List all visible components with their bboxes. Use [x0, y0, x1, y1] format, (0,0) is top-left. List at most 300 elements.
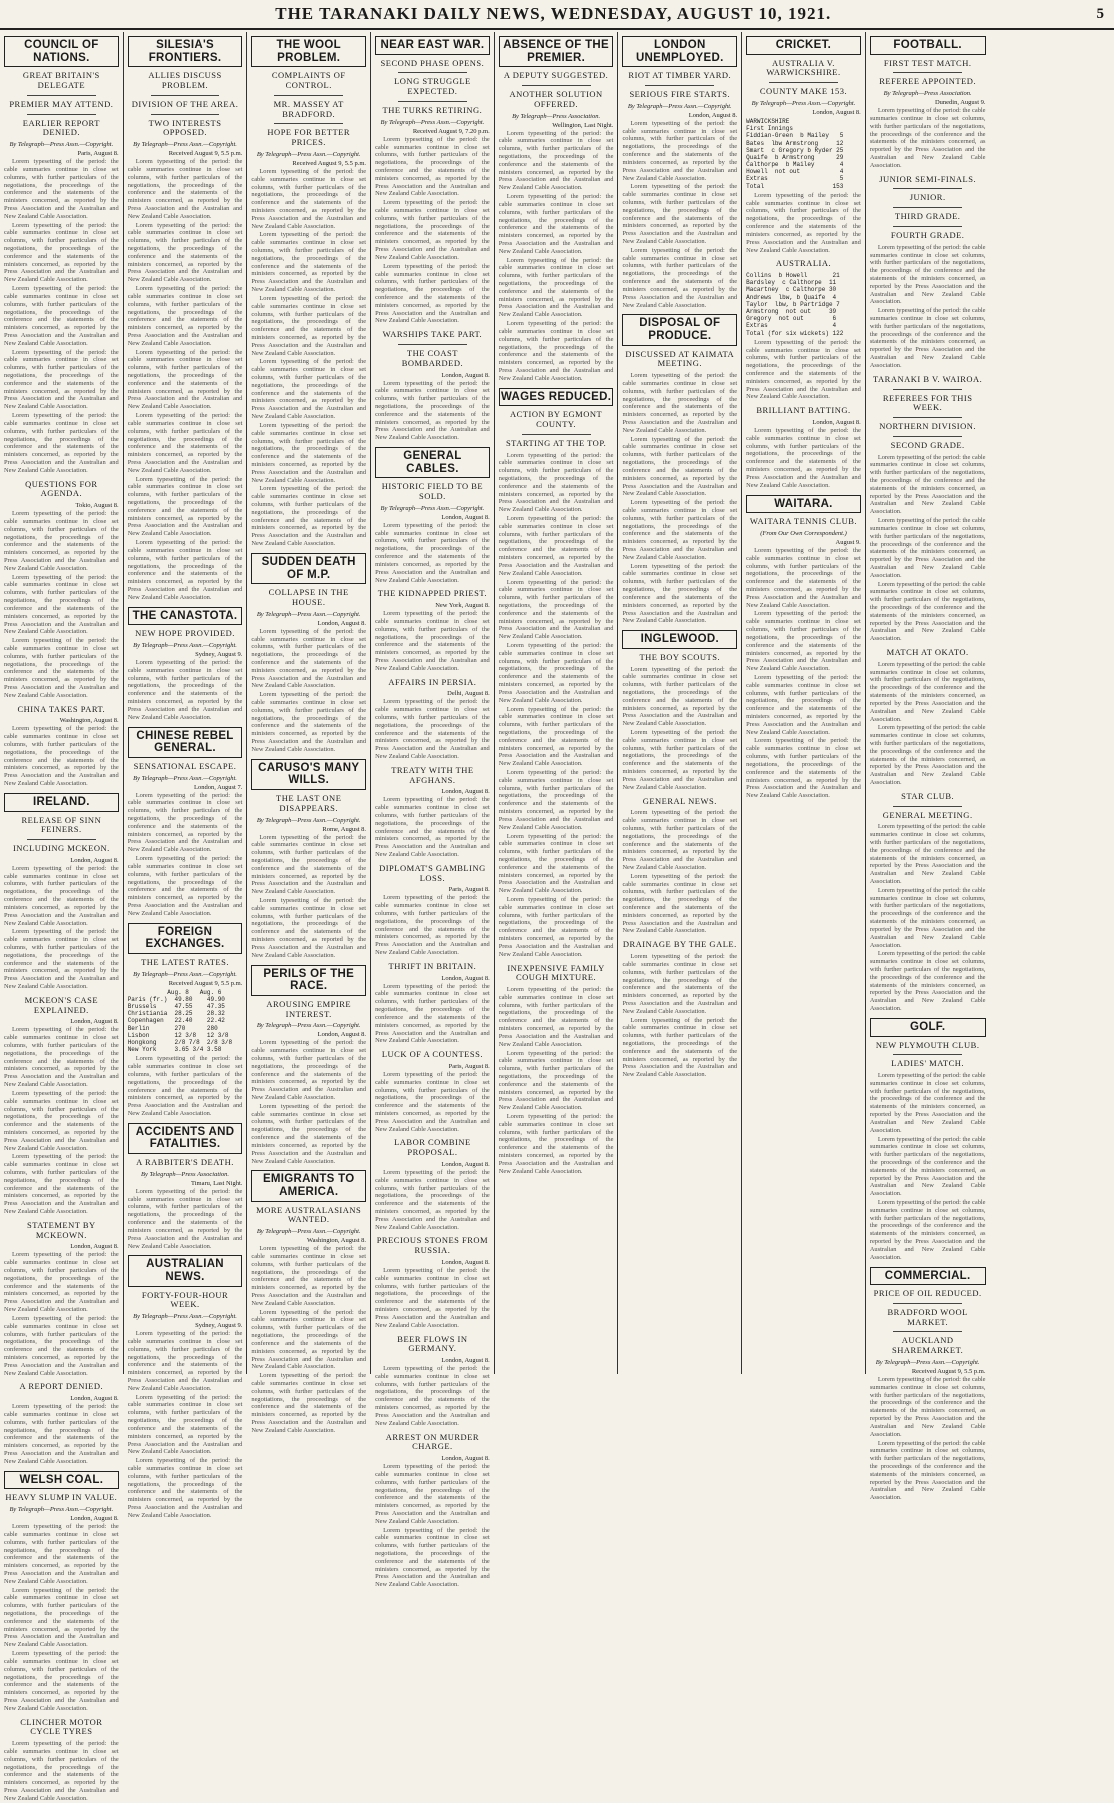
wire-credit: By Telegraph—Press Assn.—Copyright.: [875, 1359, 980, 1366]
article-headline: LONDON UNEMPLOYED.: [622, 36, 737, 67]
divider: [274, 95, 343, 96]
article-subheading: THE LATEST RATES.: [141, 956, 229, 967]
article-headline: PERILS OF THE RACE.: [251, 965, 366, 996]
article-subheading: REFEREE APPOINTED.: [879, 76, 977, 87]
article-subheading: INCLUDING MCKEON.: [12, 843, 110, 854]
article-headline: THE CANASTOTA.: [128, 607, 243, 626]
article-body: Lorem typesetting of the period: the cable summaries continue in close set columns, with further particulars of the negotiations, the proceedings of the conference and the statements of the ministers concerned, as reported by the Press Association and the Australian and New Zealand Cable Association.: [375, 1526, 490, 1589]
article-body: Lorem typesetting of the period: the cable summaries continue in close set columns, with further particulars of the negotiations, the proceedings of the conference and the statements of the ministers concerned, as reported by the Press Association and the Australian and New Zealand Cable Association.: [127, 1055, 243, 1117]
wire-credit: By Telegraph—Press Assn.—Copyright.: [256, 150, 361, 158]
article-subheading: CLINCHER MOTOR CYCLE TYRES: [20, 1716, 103, 1737]
article: [4, 1471, 119, 1713]
wire-credit: By Telegraph—Press Assn.—Copyright.: [256, 1228, 361, 1236]
article-subheading: AUSTRALIA.: [775, 258, 832, 269]
wire-credit: By Telegraph—Press Association.: [883, 90, 972, 98]
dateline: London, August 8.: [441, 1160, 490, 1168]
article-headline: WAITARA.: [746, 495, 861, 514]
article-subheading: PRECIOUS STONES FROM RUSSIA.: [376, 1235, 489, 1256]
article-body: Lorem typesetting of the period: the cable summaries continue in close set columns, with further particulars of the negotiations, the proceedings of the conference and the statements of the ministers concerned, as reported by the Press Association and the Australian and New Zealand Cable Association.: [251, 1039, 367, 1101]
article-body: Lorem typesetting of the period: the cable summaries continue in close set columns, with further particulars of the negotiations, the proceedings of the conference and the statements of the ministers concerned, as reported by the Press Association and the Australian and New Zealand Cable Association.: [746, 737, 861, 800]
dateline: Received August 9, 7.20 p.m.: [412, 127, 490, 135]
article-body: Lorem typesetting of the period: the cable summaries continue in close set columns, with further particulars of the negotiations, the proceedings of the conference and the statements of the ministers concerned, as reported by the Press Association and the Australian and New Zealand Cable Association.: [869, 307, 986, 369]
wire-credit: (From Our Own Correspondent.): [760, 529, 847, 537]
article-body: Lorem typesetting of the period: the cable summaries continue in close set columns, with further particulars of the negotiations, the proceedings of the conference and the statements of the ministers concerned, as reported by the Press Association and the Australian and New Zealand Cable Association.: [746, 610, 861, 673]
article-body: Lorem typesetting of the period: the cable summaries continue in close set columns, with further particulars of the negotiations, the proceedings of the conference and the statements of the ministers concerned, as reported by the Press Association and the Australian and New Zealand Cable Association.: [127, 1457, 243, 1519]
article-body: Lorem typesetting of the period: the cable summaries continue in close set columns, with further particulars of the negotiations, the proceedings of the conference and the statements of the ministers concerned, as reported by the Press Association and the Australian and New Zealand Cable Association.: [4, 285, 119, 347]
article-body: Lorem typesetting of the period: the cable summaries continue in close set columns, with further particulars of the negotiations, the proceedings of the conference and the statements of the ministers concerned, as reported by the Press Association and the Australian and New Zealand Cable Association.: [622, 809, 738, 871]
article: [375, 1138, 490, 1231]
data-table: Collins b Howell 21 Bardsley c Calthorpe 11 Macartney c Calthorpe 30 Andrews lbw, b Quaife 4 Taylor lbw, b Partridge 7 Armstrong not out 39 Gregory not out 6 Extras 4 Total (for six wickets) 122: [746, 272, 844, 337]
article: [128, 1123, 243, 1251]
article-body: Lorem typesetting of the period: the cable summaries continue in close set columns, with further particulars of the negotiations, the proceedings of the conference and the statements of the ministers concerned, as reported by the Press Association and the Australian and New Zealand Cable Association.: [127, 791, 243, 854]
dateline: London, August 8.: [317, 1031, 367, 1039]
article-subheading: MCKEON'S CASE EXPLAINED.: [24, 994, 99, 1015]
article: [870, 175, 986, 370]
article: [4, 1718, 119, 1803]
article-subheading: DISCUSSED AT KAIMATA MEETING.: [625, 348, 735, 369]
article: [375, 36, 490, 325]
article-subheading: THE KIDNAPPED PRIEST.: [377, 588, 488, 599]
article-body: Lorem typesetting of the period: the cable summaries continue in close set columns, with further particulars of the negotiations, the proceedings of the conference and the statements of the ministers concerned, as reported by the Press Association and the Australian and New Zealand Cable Association.: [4, 637, 119, 699]
masthead: [0, 0, 1114, 30]
article-headline: WAGES REDUCED.: [499, 388, 614, 407]
article-subheading: PRICE OF OIL REDUCED.: [873, 1288, 982, 1299]
divider: [893, 417, 962, 418]
article-body: Lorem typesetting of the period: the cable summaries continue in close set columns, with further particulars of the negotiations, the proceedings of the conference and the statements of the ministers concerned, as reported by the Press Association and the Australian and New Zealand Cable Association.: [251, 1245, 367, 1307]
article-subheading: THE COAST BOMBARDED.: [401, 347, 464, 368]
divider: [893, 72, 962, 73]
divider: [151, 114, 220, 115]
article-body: Lorem typesetting of the period: the cable summaries continue in close set columns, with further particulars of the negotiations, the proceedings of the conference and the statements of the ministers concerned, as reported by the Press Association and the Australian and New Zealand Cable Association.: [869, 823, 986, 886]
article-body: Lorem typesetting of the period: the cable summaries continue in close set columns, with further particulars of the negotiations, the proceedings of the conference and the statements of the ministers concerned, as reported by the Press Association and the Australian and New Zealand Cable Association.: [375, 1168, 490, 1231]
article-body: Lorem typesetting of the period: the cable summaries continue in close set columns, with further particulars of the negotiations, the proceedings of the conference and the statements of the ministers concerned, as reported by the Press Association and the Australian and New Zealand Cable Association.: [4, 1740, 119, 1802]
dateline: London, August 8.: [441, 788, 490, 796]
wire-credit: By Telegraph—Press Assn.—Copyright.: [133, 642, 237, 650]
article-body: Lorem typesetting of the period: the cable summaries continue in close set columns, with further particulars of the negotiations, the proceedings of the conference and the statements of the ministers concerned, as reported by the Press Association and the Australian and New Zealand Cable Association.: [127, 539, 243, 601]
wire-credit: By Telegraph—Press Assn.—Copyright.: [9, 1506, 114, 1514]
dateline: London, August 8.: [441, 1357, 490, 1365]
dateline: Received August 9, 5.5 p.m.: [911, 1368, 986, 1375]
article: [622, 314, 737, 625]
dateline: London, August 8.: [441, 974, 490, 982]
article: [375, 1335, 490, 1428]
article-body: Lorem typesetting of the period: the cable summaries continue in close set columns, with further particulars of the negotiations, the proceedings of the conference and the statements of the ministers concerned, as reported by the Press Association and the Australian and New Zealand Cable Association.: [622, 872, 738, 935]
article: [375, 1433, 490, 1590]
dateline: London, August 8.: [812, 108, 861, 116]
article-subheading: BRADFORD WOOL MARKET.: [887, 1306, 968, 1327]
article-subheading: AFFAIRS IN PERSIA.: [388, 676, 477, 687]
article-body: Lorem typesetting of the period: the cable summaries continue in close set columns, with further particulars of the negotiations, the proceedings of the conference and the statements of the ministers concerned, as reported by the Press Association and the Australian and New Zealand Cable Association.: [251, 485, 367, 548]
article-subheading: FOURTH GRADE.: [890, 229, 965, 240]
article-body: Lorem typesetting of the period: the cable summaries continue in close set columns, with further particulars of the negotiations, the proceedings of the conference and the statements of the ministers concerned, as reported by the Press Association and the Australian and New Zealand Cable Association.: [251, 897, 367, 959]
column-4: [371, 32, 495, 1589]
article-body: Lorem typesetting of the period: the cable summaries continue in close set columns, with further particulars of the negotiations, the proceedings of the conference and the statements of the ministers concerned, as reported by the Press Association and the Australian and New Zealand Cable Association.: [746, 427, 861, 489]
article-body: Lorem typesetting of the period: the cable summaries continue in close set columns, with further particulars of the negotiations, the proceedings of the conference and the statements of the ministers concerned, as reported by the Press Association and the Australian and New Zealand Cable Association.: [498, 1113, 614, 1175]
dateline: Dunedin, August 9.: [934, 99, 986, 107]
article: [251, 759, 366, 960]
article-headline: COUNCIL OF NATIONS.: [4, 36, 119, 67]
divider: [645, 85, 714, 86]
dateline: Wellington, Last Night.: [552, 121, 614, 129]
article-subheading: DIVISION OF THE AREA.: [131, 98, 239, 109]
article-subheading: STATEMENT BY MCKEOWN.: [27, 1219, 96, 1240]
dateline: Rome, August 8.: [322, 825, 367, 833]
article-body: Lorem typesetting of the period: the cable summaries continue in close set columns, with further particulars of the negotiations, the proceedings of the conference and the statements of the ministers concerned, as reported by the Press Association and the Australian and New Zealand Cable Association.: [375, 1070, 490, 1133]
article-subheading: BEER FLOWS IN GERMANY.: [397, 1333, 468, 1354]
article-body: Lorem typesetting of the period: the cable summaries continue in close set columns, with further particulars of the negotiations, the proceedings of the conference and the statements of the ministers concerned, as reported by the Press Association and the Australian and New Zealand Cable Association.: [4, 348, 119, 411]
article-subheading: A REPORT DENIED.: [19, 1381, 104, 1392]
article-headline: WELSH COAL.: [4, 1471, 119, 1490]
article-body: Lorem typesetting of the period: the cable summaries continue in close set columns, with further particulars of the negotiations, the proceedings of the conference and the statements of the ministers concerned, as reported by the Press Association and the Australian and New Zealand Cable Association.: [622, 183, 738, 245]
article-subheading: SECOND GRADE.: [890, 439, 965, 450]
article-body: Lorem typesetting of the period: the cable summaries continue in close set columns, with further particulars of the negotiations, the proceedings of the conference and the statements of the ministers concerned, as reported by the Press Association and the Australian and New Zealand Cable Association.: [375, 1463, 490, 1525]
article-body: Lorem typesetting of the period: the cable summaries continue in close set columns, with further particulars of the negotiations, the proceedings of the conference and the statements of the ministers concerned, as reported by the Press Association and the Australian and New Zealand Cable Association.: [4, 221, 119, 284]
article-subheading: EARLIER REPORT DENIED.: [22, 117, 100, 138]
divider: [893, 389, 962, 390]
data-table: WARWICKSHIRE First Innings Fiddian-Green b Mailey 5 Bates lbw Armstrong 12 Smart c Gregory b Ryder 25 Quaife b Armstrong 29 Calthorpe b Mailey 4 Howell not out 4 Extras 5 Total 153: [746, 117, 844, 190]
article-body: Lorem typesetting of the period: the cable summaries continue in close set columns, with further particulars of the negotiations, the proceedings of the conference and the statements of the ministers concerned, as reported by the Press Association and the Australian and New Zealand Cable Association.: [251, 358, 367, 421]
wire-credit: By Telegraph—Press Assn.—Copyright.: [256, 1022, 361, 1030]
article-body: Lorem typesetting of the period: the cable summaries continue in close set columns, with further particulars of the negotiations, the proceedings of the conference and the statements of the ministers concerned, as reported by the Press Association and the Australian and New Zealand Cable Association.: [869, 453, 986, 516]
article-headline: IRELAND.: [4, 793, 119, 812]
article-subheading: THE TURKS RETIRING.: [382, 104, 483, 115]
article-body: Lorem typesetting of the period: the cable summaries continue in close set columns, with further particulars of the negotiations, the proceedings of the conference and the statements of the ministers concerned, as reported by the Press Association and the Australian and New Zealand Cable Association.: [375, 379, 490, 442]
article-subheading: MORE AUSTRALASIANS WANTED.: [256, 1204, 362, 1225]
article: [870, 648, 986, 787]
article-body: Lorem typesetting of the period: the cable summaries continue in close set columns, with further particulars of the negotiations, the proceedings of the conference and the statements of the ministers concerned, as reported by the Press Association and the Australian and New Zealand Cable Association.: [127, 285, 243, 347]
article-subheading: MATCH AT OKATO.: [886, 647, 969, 658]
article-subheading: ANOTHER SOLUTION OFFERED.: [509, 89, 603, 109]
article-subheading: FIRST TEST MATCH.: [883, 57, 972, 68]
dateline: August 9.: [835, 538, 861, 546]
article-body: Lorem typesetting of the period: the cable summaries continue in close set columns, with further particulars of the negotiations, the proceedings of the conference and the statements of the ministers concerned, as reported by the Press Association and the Australian and New Zealand Cable Association.: [498, 896, 614, 958]
dateline: Paris, August 8.: [448, 1062, 490, 1070]
article-body: Lorem typesetting of the period: the cable summaries continue in close set columns, with further particulars of the negotiations, the proceedings of the conference and the statements of the ministers concerned, as reported by the Press Association and the Australian and New Zealand Cable Association.: [498, 129, 614, 192]
dateline: Washington, August 8.: [59, 717, 119, 725]
article: [746, 495, 861, 800]
article: [251, 36, 366, 548]
dateline: Timaru, Last Night.: [190, 1179, 243, 1187]
article-subheading: PREMIER MAY ATTEND.: [9, 98, 114, 109]
article-body: Lorem typesetting of the period: the cable summaries continue in close set columns, with further particulars of the negotiations, the proceedings of the conference and the statements of the ministers concerned, as reported by the Press Association and the Australian and New Zealand Cable Association.: [4, 1314, 119, 1377]
article-subheading: LONG STRUGGLE EXPECTED.: [394, 76, 471, 97]
article-subheading: A RABBITER'S DEATH.: [136, 1157, 234, 1168]
article-subheading: THIRD GRADE.: [894, 211, 961, 222]
dateline: Received August 9, 5.5 p.m.: [168, 979, 243, 987]
article-subheading: GENERAL NEWS.: [642, 795, 717, 806]
article-subheading: JUNIOR SEMI-FINALS.: [879, 173, 977, 184]
article-body: Lorem typesetting of the period: the cable summaries continue in close set columns, with further particulars of the negotiations, the proceedings of the conference and the statements of the ministers concerned, as reported by the Press Association and the Australian and New Zealand Cable Association.: [869, 724, 986, 787]
article-subheading: TREATY WITH THE AFGHANS.: [391, 764, 474, 785]
article-headline: GENERAL CABLES.: [375, 447, 490, 478]
article-headline: DISPOSAL OF PRODUCE.: [622, 314, 737, 345]
article-body: Lorem typesetting of the period: the cable summaries continue in close set columns, with further particulars of the negotiations, the proceedings of the conference and the statements of the ministers concerned, as reported by the Press Association and the Australian and New Zealand Cable Association.: [498, 1049, 614, 1112]
article-body: Lorem typesetting of the period: the cable summaries continue in close set columns, with further particulars of the negotiations, the proceedings of the conference and the statements of the ministers concerned, as reported by the Press Association and the Australian and New Zealand Cable Association.: [127, 348, 243, 411]
article-body: Lorem typesetting of the period: the cable summaries continue in close set columns, with further particulars of the negotiations, the proceedings of the conference and the statements of the ministers concerned, as reported by the Press Association and the Australian and New Zealand Cable Association.: [498, 320, 614, 382]
dateline: Paris, August 8.: [448, 886, 490, 894]
article-subheading: COLLAPSE IN THE HOUSE.: [268, 587, 349, 607]
wire-credit: By Telegraph—Press Assn.—Copyright.: [133, 141, 237, 149]
article-subheading: GENERAL MEETING.: [882, 809, 973, 820]
article-subheading: COMPLAINTS OF CONTROL.: [271, 70, 346, 91]
article: [870, 36, 986, 170]
dateline: London, August 8.: [70, 1018, 119, 1026]
divider: [893, 188, 962, 189]
article-body: Lorem typesetting of the period: the cable summaries continue in close set columns, with further particulars of the negotiations, the proceedings of the conference and the statements of the ministers concerned, as reported by the Press Association and the Australian and New Zealand Cable Association.: [498, 642, 614, 704]
divider: [27, 114, 96, 115]
article-headline: NEAR EAST WAR.: [375, 36, 490, 55]
article: [251, 1170, 366, 1434]
article-body: Lorem typesetting of the period: the cable summaries continue in close set columns, with further particulars of the negotiations, the proceedings of the conference and the statements of the ministers concerned, as reported by the Press Association and the Australian and New Zealand Cable Association.: [498, 832, 614, 895]
article: [375, 864, 490, 957]
divider: [893, 226, 962, 227]
dateline: Paris, August 8.: [77, 150, 119, 158]
dateline: Received August 9, 5.5 p.m.: [292, 159, 367, 167]
dateline: New York, August 8.: [435, 602, 490, 610]
article-subheading: WAITARA TENNIS CLUB.: [749, 516, 858, 527]
article-subheading: NEW HOPE PROVIDED.: [135, 628, 235, 639]
article-subheading: AUCKLAND SHAREMARKET.: [892, 1335, 964, 1356]
dateline: Tokio, August 8.: [75, 502, 119, 510]
article: [746, 36, 861, 254]
article-headline: GOLF.: [870, 1018, 986, 1037]
article-body: Lorem typesetting of the period: the cable summaries continue in close set columns, with further particulars of the negotiations, the proceedings of the conference and the statements of the ministers concerned, as reported by the Press Association and the Australian and New Zealand Cable Association.: [746, 338, 861, 401]
article-body: Lorem typesetting of the period: the cable summaries continue in close set columns, with further particulars of the negotiations, the proceedings of the conference and the statements of the ministers concerned, as reported by the Press Association and the Australian and New Zealand Cable Association.: [4, 1251, 119, 1314]
article-body: Lorem typesetting of the period: the cable summaries continue in close set columns, with further particulars of the negotiations, the proceedings of the conference and the statements of the ministers concerned, as reported by the Press Association and the Australian and New Zealand Cable Association.: [622, 953, 738, 1015]
article: [4, 36, 119, 475]
wire-credit: By Telegraph—Press Assn.—Copyright.: [133, 970, 237, 978]
article-subheading: A DEPUTY SUGGESTED.: [503, 70, 609, 81]
divider: [398, 101, 467, 102]
article-subheading: NEW PLYMOUTH CLUB.: [875, 1039, 980, 1050]
article-body: Lorem typesetting of the period: the cable summaries continue in close set columns, with further particulars of the negotiations, the proceedings of the conference and the statements of the ministers concerned, as reported by the Press Association and the Australian and New Zealand Cable Association.: [127, 855, 243, 917]
article-body: Lorem typesetting of the period: the cable summaries continue in close set columns, with further particulars of the negotiations, the proceedings of the conference and the statements of the ministers concerned, as reported by the Press Association and the Australian and New Zealand Cable Association.: [4, 1089, 119, 1152]
article-subheading: AROUSING EMPIRE INTEREST.: [266, 998, 352, 1019]
article-headline: FOOTBALL.: [870, 36, 986, 55]
article-subheading: THE BOY SCOUTS.: [639, 651, 721, 662]
article: [4, 1382, 119, 1465]
dateline: London, August 8.: [688, 111, 738, 119]
article-body: Lorem typesetting of the period: the cable summaries continue in close set columns, with further particulars of the negotiations, the proceedings of the conference and the statements of the ministers concerned, as reported by the Press Association and the Australian and New Zealand Cable Association.: [251, 1102, 367, 1165]
article-subheading: ALLIES DISCUSS PROBLEM.: [148, 70, 222, 91]
article-body: Lorem typesetting of the period: the cable summaries continue in close set columns, with further particulars of the negotiations, the proceedings of the conference and the statements of the ministers concerned, as reported by the Press Association and the Australian and New Zealand Cable Association.: [498, 193, 614, 255]
article-body: Lorem typesetting of the period: the cable summaries continue in close set columns, with further particulars of the negotiations, the proceedings of the conference and the statements of the ministers concerned, as reported by the Press Association and the Australian and New Zealand Cable Association.: [127, 1330, 243, 1392]
article-body: Lorem typesetting of the period: the cable summaries continue in close set columns, with further particulars of the negotiations, the proceedings of the conference and the statements of the ministers concerned, as reported by the Press Association and the Australian and New Zealand Cable Association.: [251, 421, 367, 484]
article-subheading: HEAVY SLUMP IN VALUE.: [5, 1492, 118, 1503]
dateline: London, August 8.: [317, 619, 367, 627]
article: [128, 36, 243, 602]
article: [499, 388, 614, 959]
article: [622, 940, 737, 1079]
article-subheading: CHINA TAKES PART.: [17, 703, 106, 714]
column-8: [866, 32, 990, 1502]
article-body: Lorem typesetting of the period: the cable summaries continue in close set columns, with further particulars of the negotiations, the proceedings of the conference and the statements of the ministers concerned, as reported by the Press Association and the Australian and New Zealand Cable Association.: [4, 158, 119, 220]
wire-credit: By Telegraph—Press Association.: [512, 112, 601, 120]
article-body: Lorem typesetting of the period: the cable summaries continue in close set columns, with further particulars of the negotiations, the proceedings of the conference and the statements of the ministers concerned, as reported by the Press Association and the Australian and New Zealand Cable Association.: [869, 886, 986, 949]
article-body: Lorem typesetting of the period: the cable summaries continue in close set columns, with further particulars of the negotiations, the proceedings of the conference and the statements of the ministers concerned, as reported by the Press Association and the Australian and New Zealand Cable Association.: [375, 982, 490, 1045]
article: [128, 727, 243, 918]
article-body: Lorem typesetting of the period: the cable summaries continue in close set columns, with further particulars of the negotiations, the proceedings of the conference and the statements of the ministers concerned, as reported by the Press Association and the Australian and New Zealand Cable Association.: [251, 167, 367, 230]
article: [375, 447, 490, 584]
article-body: Lorem typesetting of the period: the cable summaries continue in close set columns, with further particulars of the negotiations, the proceedings of the conference and the statements of the ministers concerned, as reported by the Press Association and the Australian and New Zealand Cable Association.: [869, 950, 986, 1013]
article-body: Lorem typesetting of the period: the cable summaries continue in close set columns, with further particulars of the negotiations, the proceedings of the conference and the statements of the ministers concerned, as reported by the Press Association and the Australian and New Zealand Cable Association.: [375, 610, 490, 672]
column-5: [495, 32, 619, 1374]
divider: [893, 1054, 962, 1055]
article-body: Lorem typesetting of the period: the cable summaries continue in close set columns, with further particulars of the negotiations, the proceedings of the conference and the statements of the ministers concerned, as reported by the Press Association and the Australian and New Zealand Cable Association.: [622, 729, 738, 791]
article-subheading: RELEASE OF SINN FEINERS.: [21, 814, 102, 835]
article-body: Lorem typesetting of the period: the cable summaries continue in close set columns, with further particulars of the negotiations, the proceedings of the conference and the statements of the ministers concerned, as reported by the Press Association and the Australian and New Zealand Cable Association.: [622, 119, 738, 182]
article-body: Lorem typesetting of the period: the cable summaries continue in close set columns, with further particulars of the negotiations, the proceedings of the conference and the statements of the ministers concerned, as reported by the Press Association and the Australian and New Zealand Cable Association.: [375, 1365, 490, 1427]
article-body: Lorem typesetting of the period: the cable summaries continue in close set columns, with further particulars of the negotiations, the proceedings of the conference and the statements of the ministers concerned, as reported by the Press Association and the Australian and New Zealand Cable Association.: [498, 451, 614, 514]
article: [622, 630, 737, 791]
wire-credit: By Telegraph—Press Assn.—Copyright.: [380, 118, 485, 126]
article-body: Lorem typesetting of the period: the cable summaries continue in close set columns, with further particulars of the negotiations, the proceedings of the conference and the statements of the ministers concerned, as reported by the Press Association and the Australian and New Zealand Cable Association.: [127, 1187, 243, 1250]
article-subheading: ARREST ON MURDER CHARGE.: [385, 1431, 480, 1452]
article-body: Lorem typesetting of the period: the cable summaries continue in close set columns, with further particulars of the negotiations, the proceedings of the conference and the statements of the ministers concerned, as reported by the Press Association and the Australian and New Zealand Cable Association.: [127, 475, 243, 538]
article-body: Lorem typesetting of the period: the cable summaries continue in close set columns, with further particulars of the negotiations, the proceedings of the conference and the statements of the ministers concerned, as reported by the Press Association and the Australian and New Zealand Cable Association.: [498, 256, 614, 319]
divider: [398, 72, 467, 73]
article-headline: SILESIA'S FRONTIERS.: [128, 36, 243, 67]
article-body: Lorem typesetting of the period: the cable summaries continue in close set columns, with further particulars of the negotiations, the proceedings of the conference and the statements of the ministers concerned, as reported by the Press Association and the Australian and New Zealand Cable Association.: [498, 769, 614, 831]
article-subheading: DIPLOMAT'S GAMBLING LOSS.: [379, 862, 486, 883]
article-subheading: FORTY-FOUR-HOUR WEEK.: [141, 1289, 229, 1310]
wire-credit: By Telegraph—Press Association.: [141, 1170, 230, 1178]
article-body: Lorem typesetting of the period: the cable summaries continue in close set columns, with further particulars of the negotiations, the proceedings of the conference and the statements of the ministers concerned, as reported by the Press Association and the Australian and New Zealand Cable Association.: [746, 546, 861, 609]
article-subheading: QUESTIONS FOR AGENDA.: [25, 478, 98, 499]
article-body: Lorem typesetting of the period: the cable summaries continue in close set columns, with further particulars of the negotiations, the proceedings of the conference and the statements of the ministers concerned, as reported by the Press Association and the Australian and New Zealand Cable Association.: [127, 412, 243, 474]
article: [375, 1236, 490, 1329]
article-body: Lorem typesetting of the period: the cable summaries continue in close set columns, with further particulars of the negotiations, the proceedings of the conference and the statements of the ministers concerned, as reported by the Press Association and the Australian and New Zealand Cable Association.: [375, 135, 490, 198]
article-body: Lorem typesetting of the period: the cable summaries continue in close set columns, with further particulars of the negotiations, the proceedings of the conference and the statements of the ministers concerned, as reported by the Press Association and the Australian and New Zealand Cable Association.: [498, 705, 614, 768]
article-headline: EMIGRANTS TO AMERICA.: [251, 1170, 366, 1201]
wire-credit: By Telegraph—Press Assn.—Copyright.: [627, 102, 732, 110]
article: [375, 678, 490, 761]
column-6: [618, 32, 742, 1374]
article-body: Lorem typesetting of the period: the cable summaries continue in close set columns, with further particulars of the negotiations, the proceedings of the conference and the statements of the ministers concerned, as reported by the Press Association and the Australian and New Zealand Cable Association.: [869, 1439, 986, 1502]
article-headline: AUSTRALIAN NEWS.: [128, 1255, 243, 1286]
dateline: London, August 8.: [70, 1515, 119, 1523]
article: [746, 259, 861, 401]
article-body: Lorem typesetting of the period: the cable summaries continue in close set columns, with further particulars of the negotiations, the proceedings of the conference and the statements of the ministers concerned, as reported by the Press Association and the Australian and New Zealand Cable Association.: [4, 412, 119, 474]
article: [746, 406, 861, 489]
divider: [27, 839, 96, 840]
article: [870, 1018, 986, 1262]
article-subheading: SECOND PHASE OPENS.: [380, 57, 485, 68]
article-subheading: SENSATIONAL ESCAPE.: [133, 760, 237, 771]
divider: [893, 1331, 962, 1332]
article-body: Lorem typesetting of the period: the cable summaries continue in close set columns, with further particulars of the negotiations, the proceedings of the conference and the statements of the ministers concerned, as reported by the Press Association and the Australian and New Zealand Cable Association.: [869, 243, 986, 306]
article-body: Lorem typesetting of the period: the cable summaries continue in close set columns, with further particulars of the negotiations, the proceedings of the conference and the statements of the ministers concerned, as reported by the Press Association and the Australian and New Zealand Cable Association.: [869, 1199, 986, 1261]
article: [251, 553, 366, 754]
article-body: Lorem typesetting of the period: the cable summaries continue in close set columns, with further particulars of the negotiations, the proceedings of the conference and the statements of the ministers concerned, as reported by the Press Association and the Australian and New Zealand Cable Association.: [746, 673, 861, 736]
article-body: Lorem typesetting of the period: the cable summaries continue in close set columns, with further particulars of the negotiations, the proceedings of the conference and the statements of the ministers concerned, as reported by the Press Association and the Australian and New Zealand Cable Association.: [4, 1650, 119, 1712]
divider: [522, 434, 591, 435]
article-body: Lorem typesetting of the period: the cable summaries continue in close set columns, with further particulars of the negotiations, the proceedings of the conference and the statements of the ministers concerned, as reported by the Press Association and the Australian and New Zealand Cable Association.: [869, 580, 986, 643]
article-body: Lorem typesetting of the period: the cable summaries continue in close set columns, with further particulars of the negotiations, the proceedings of the conference and the statements of the ministers concerned, as reported by the Press Association and the Australian and New Zealand Cable Association.: [375, 796, 490, 859]
data-table: Aug. 8 Aug. 6 Paris (fr.) 49.80 49.90 Brussels 47.55 47.35 Christiania 28.25 28.32 Copenhagen 22.40 22.42 Berlin 270 280 Lisbon 12 3/8 12 3/8 Hongkong 2/8 7/8 2/8 3/8 New York 3.65 3/4 3.58: [127, 988, 233, 1054]
article-body: Lorem typesetting of the period: the cable summaries continue in close set columns, with further particulars of the negotiations, the proceedings of the conference and the statements of the ministers concerned, as reported by the Press Association and the Australian and New Zealand Cable Association.: [127, 659, 243, 721]
wire-credit: By Telegraph—Press Assn.—Copyright.: [133, 774, 237, 782]
dateline: London, August 8.: [441, 513, 490, 521]
article-subheading: TARANAKI B V. WAIROA.: [873, 373, 983, 384]
article-subheading: INEXPENSIVE FAMILY COUGH MIXTURE.: [507, 962, 605, 983]
article-body: Lorem typesetting of the period: the cable summaries continue in close set columns, with further particulars of the negotiations, the proceedings of the conference and the statements of the ministers concerned, as reported by the Press Association and the Australian and New Zealand Cable Association.: [498, 515, 614, 577]
article: [870, 792, 986, 1013]
article: [251, 965, 366, 1166]
article-body: Lorem typesetting of the period: the cable summaries continue in close set columns, with further particulars of the negotiations, the proceedings of the conference and the statements of the ministers concerned, as reported by the Press Association and the Australian and New Zealand Cable Association.: [251, 833, 367, 896]
dateline: London, August 8.: [441, 1455, 490, 1463]
article-headline: SUDDEN DEATH OF M.P.: [251, 553, 366, 584]
divider: [893, 436, 962, 437]
article-body: Lorem typesetting of the period: the cable summaries continue in close set columns, with further particulars of the negotiations, the proceedings of the conference and the statements of the ministers concerned, as reported by the Press Association and the Australian and New Zealand Cable Association.: [127, 221, 243, 284]
article-subheading: STARTING AT THE TOP.: [505, 437, 607, 448]
article-body: Lorem typesetting of the period: the cable summaries continue in close set columns, with further particulars of the negotiations, the proceedings of the conference and the statements of the ministers concerned, as reported by the Press Association and the Australian and New Zealand Cable Association.: [375, 199, 490, 261]
article: [870, 1267, 986, 1502]
article-body: Lorem typesetting of the period: the cable summaries continue in close set columns, with further particulars of the negotiations, the proceedings of the conference and the statements of the ministers concerned, as reported by the Press Association and the Australian and New Zealand Cable Association.: [622, 1016, 738, 1079]
wire-credit: By Telegraph—Press Assn.—Copyright.: [9, 141, 114, 149]
article: [499, 36, 614, 383]
article: [4, 480, 119, 700]
article: [4, 1221, 119, 1378]
article: [622, 36, 737, 309]
article-headline: CARUSO'S MANY WILLS.: [251, 759, 366, 790]
article-body: Lorem typesetting of the period: the cable summaries continue in close set columns, with further particulars of the negotiations, the proceedings of the conference and the statements of the ministers concerned, as reported by the Press Association and the Australian and New Zealand Cable Association.: [127, 1393, 243, 1456]
dateline: London, August 8.: [70, 856, 119, 864]
divider: [151, 95, 220, 96]
article-subheading: DRAINAGE BY THE GALE.: [622, 939, 737, 950]
article-subheading: STAR CLUB.: [901, 790, 955, 801]
article: [4, 705, 119, 788]
article-subheading: RIOT AT TIMBER YARD.: [628, 70, 732, 81]
page-number: 5: [1096, 5, 1104, 22]
dateline: London, August 8.: [70, 1243, 119, 1251]
article-headline: CHINESE REBEL GENERAL.: [128, 727, 243, 758]
wire-credit: By Telegraph—Press Assn.—Copyright.: [380, 504, 485, 512]
article: [4, 793, 119, 991]
column-7: [742, 32, 866, 1374]
dateline: London, August 8.: [70, 1395, 119, 1403]
article: [128, 607, 243, 722]
article: [128, 923, 243, 1118]
dateline: Sydney, August 9.: [195, 1322, 243, 1330]
dateline: Washington, August 8.: [307, 1237, 367, 1245]
article-subheading: WARSHIPS TAKE PART.: [382, 329, 483, 340]
article-body: Lorem typesetting of the period: the cable summaries continue in close set columns, with further particulars of the negotiations, the proceedings of the conference and the statements of the ministers concerned, as reported by the Press Association and the Australian and New Zealand Cable Association.: [4, 1026, 119, 1089]
article-subheading: LABOR COMBINE PROPOSAL.: [394, 1137, 471, 1158]
article-body: Lorem typesetting of the period: the cable summaries continue in close set columns, with further particulars of the negotiations, the proceedings of the conference and the statements of the ministers concerned, as reported by the Press Association and the Australian and New Zealand Cable Association.: [498, 578, 614, 641]
dateline: London, August 8.: [441, 1259, 490, 1266]
article-subheading: SERIOUS FIRE STARTS.: [629, 89, 731, 100]
dateline: Sydney, August 9.: [195, 651, 243, 659]
article-headline: ACCIDENTS AND FATALITIES.: [128, 1123, 243, 1154]
divider: [769, 82, 838, 83]
article-body: Lorem typesetting of the period: the cable summaries continue in close set columns, with further particulars of the negotiations, the proceedings of the conference and the statements of the ministers concerned, as reported by the Press Association and the Australian and New Zealand Cable Association.: [4, 864, 119, 927]
article-subheading: BRILLIANT BATTING.: [756, 405, 851, 416]
article-body: Lorem typesetting of the period: the cable summaries continue in close set columns, with further particulars of the negotiations, the proceedings of the conference and the statements of the ministers concerned, as reported by the Press Association and the Australian and New Zealand Cable Association.: [4, 573, 119, 636]
article-body: Lorem typesetting of the period: the cable summaries continue in close set columns, with further particulars of the negotiations, the proceedings of the conference and the statements of the ministers concerned, as reported by the Press Association and the Australian and New Zealand Cable Association.: [4, 1153, 119, 1216]
article-body: Lorem typesetting of the period: the cable summaries continue in close set columns, with further particulars of the negotiations, the proceedings of the conference and the statements of the ministers concerned, as reported by the Press Association and the Australian and New Zealand Cable Association.: [622, 372, 738, 434]
article-subheading: REFEREES FOR THIS WEEK.: [882, 392, 973, 413]
article-body: Lorem typesetting of the period: the cable summaries continue in close set columns, with further particulars of the negotiations, the proceedings of the conference and the statements of the ministers concerned, as reported by the Press Association and the Australian and New Zealand Cable Association.: [4, 1586, 119, 1649]
article: [622, 797, 737, 936]
article-body: Lorem typesetting of the period: the cable summaries continue in close set columns, with further particulars of the negotiations, the proceedings of the conference and the statements of the ministers concerned, as reported by the Press Association and the Australian and New Zealand Cable Association.: [4, 1523, 119, 1585]
article-subheading: JUNIOR.: [909, 192, 946, 203]
article-body: Lorem typesetting of the period: the cable summaries continue in close set columns, with further particulars of the negotiations, the proceedings of the conference and the statements of the ministers concerned, as reported by the Press Association and the Australian and New Zealand Cable Association.: [498, 986, 614, 1048]
article-subheading: MR. MASSEY AT BRADFORD.: [273, 98, 344, 119]
article-subheading: THRIFT IN BRITAIN.: [388, 960, 477, 971]
article-body: Lorem typesetting of the period: the cable summaries continue in close set columns, with further particulars of the negotiations, the proceedings of the conference and the statements of the ministers concerned, as reported by the Press Association and the Australian and New Zealand Cable Association.: [622, 435, 738, 498]
article-subheading: AUSTRALIA V. WARWICKSHIRE.: [766, 57, 841, 78]
